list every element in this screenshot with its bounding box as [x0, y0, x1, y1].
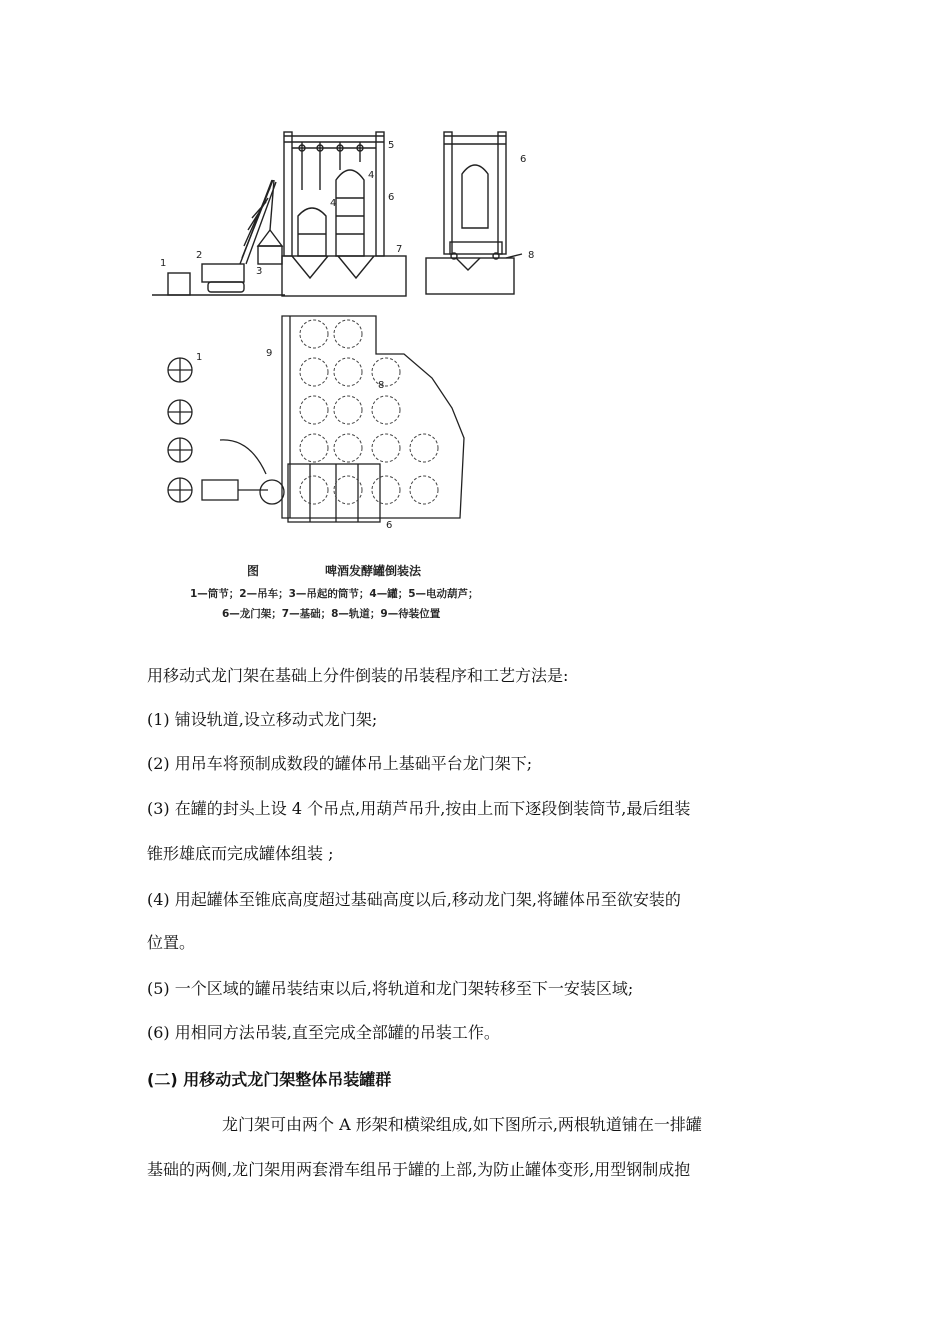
label-6a: 6 [388, 192, 395, 203]
tank-4-small [298, 208, 326, 256]
foundation-7 [282, 256, 406, 296]
section-heading: (二) 用移动式龙门架整体吊装罐群 [147, 1070, 392, 1089]
label-5: 5 [388, 140, 395, 151]
label-1b: 1 [196, 352, 203, 363]
tank-installation-figure [150, 118, 535, 623]
label-2: 2 [196, 250, 203, 261]
shell-section-1 [168, 273, 190, 295]
label-6c: 6 [386, 520, 393, 531]
tank-4-tall [336, 170, 364, 256]
site-boundary [282, 316, 464, 518]
label-1: 1 [160, 258, 167, 269]
label-6b: 6 [520, 154, 527, 165]
figure-legend-line-2: 6—龙门架；7—基础；8—轨道；9—待装位置 [222, 608, 441, 620]
step-1: (1) 铺设轨道,设立移动式龙门架; [147, 710, 378, 729]
label-4a: 4 [330, 198, 337, 209]
label-8a: 8 [528, 250, 535, 261]
lifted-section-3 [258, 246, 282, 264]
figure-caption-label: 图 [247, 564, 260, 578]
label-9: 9 [266, 348, 273, 359]
step-4: (4) 用起罐体至锥底高度超过基础高度以后,移动龙门架,将罐体吊至欲安装的 [147, 890, 681, 909]
label-4b: 4 [368, 170, 375, 181]
step-2: (2) 用吊车将预制成数段的罐体吊上基础平台龙门架下; [147, 754, 533, 773]
para2-line-2: 基础的两侧,龙门架用两套滑车组吊于罐的上部,为防止罐体变形,用型钢制成抱 [147, 1160, 691, 1179]
label-7: 7 [396, 244, 403, 255]
step-5: (5) 一个区域的罐吊装结束以后,将轨道和龙门架转移至下一安装区域; [147, 979, 634, 998]
step-3: (3) 在罐的封头上设 4 个吊点,用葫芦吊升,按由上而下逐段倒装筒节,最后组装 [147, 799, 691, 818]
crane-body [202, 264, 244, 282]
side-foundation [426, 258, 514, 294]
label-3: 3 [256, 266, 263, 277]
step-4-cont: 位置。 [147, 933, 196, 952]
para2-line-1: 龙门架可由两个 A 形架和横梁组成,如下图所示,两根轨道铺在一排罐 [222, 1115, 702, 1134]
step-6: (6) 用相同方法吊装,直至完成全部罐的吊装工作。 [147, 1023, 500, 1042]
label-8b: 8 [378, 380, 385, 391]
figure-caption-title: 啤酒发酵罐倒装法 [325, 564, 422, 578]
step-3-cont: 锥形雄底而完成罐体组装 ; [147, 844, 334, 863]
intro-paragraph: 用移动式龙门架在基础上分件倒装的吊装程序和工艺方法是: [147, 666, 569, 685]
figure-legend-line-1: 1—筒节；2—吊车；3—吊起的筒节；4—罐；5—电动葫芦； [190, 588, 479, 600]
